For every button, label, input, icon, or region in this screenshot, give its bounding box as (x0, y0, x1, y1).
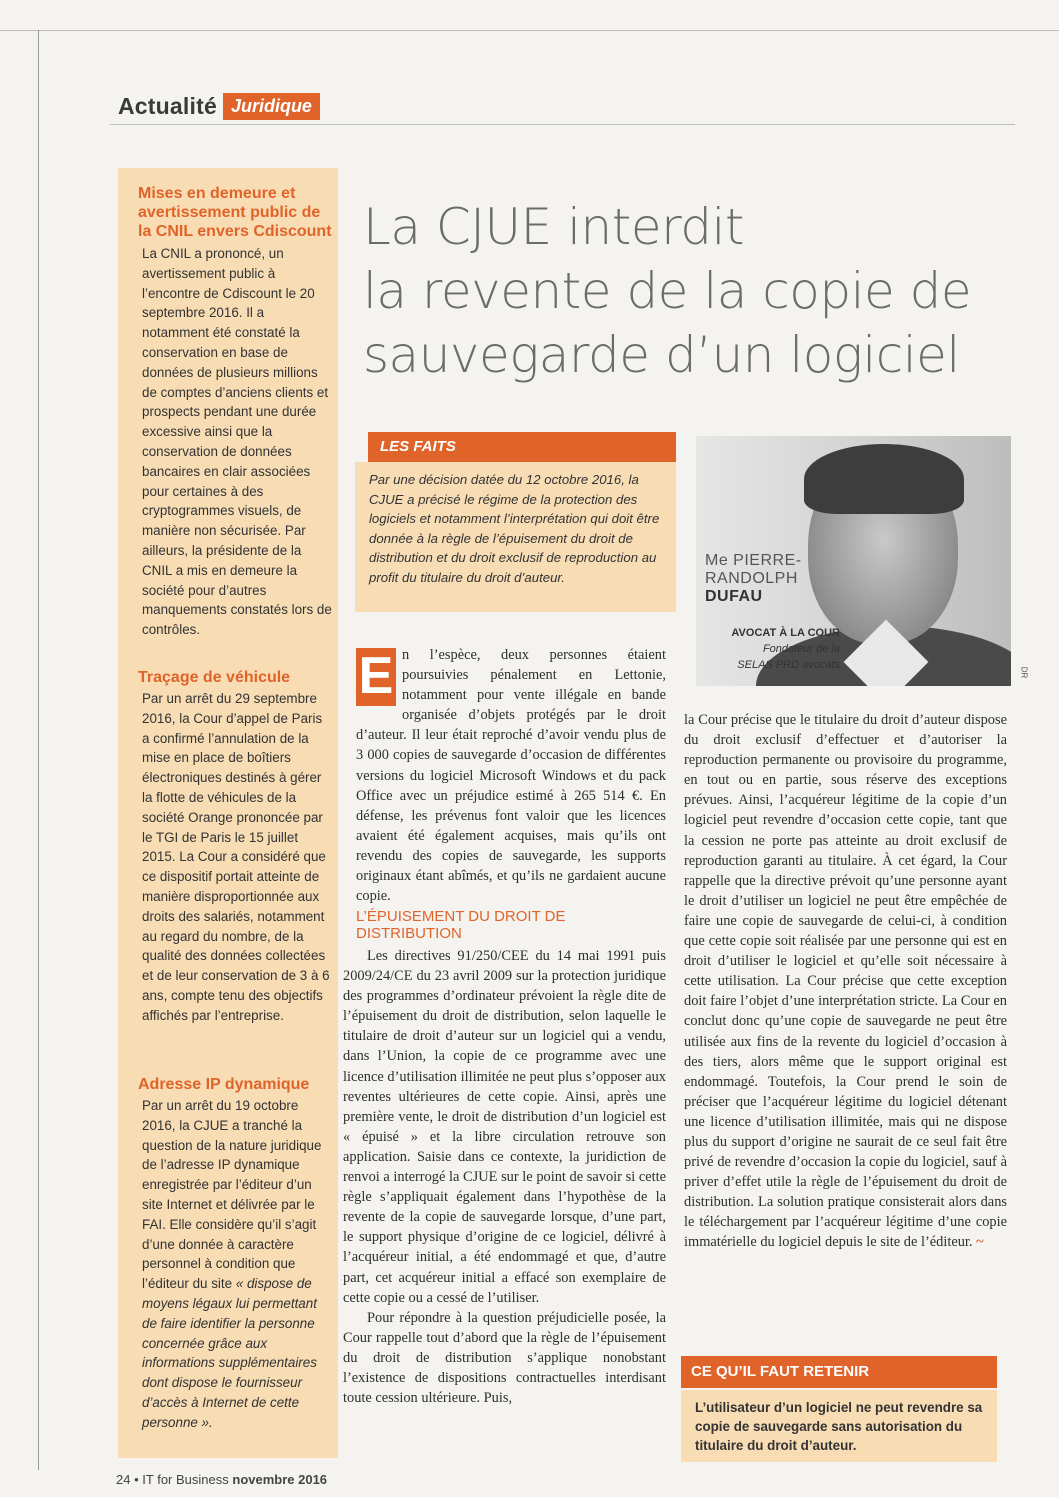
sidebar-item-quote: « dispose de moyens légaux lui permettant de faire identifier la personne concernée grâce aux informations supplémentaires dont dispose le fournisseur d’accès à Internet de cette personne ». (142, 1276, 317, 1430)
facts-summary: Par une décision datée du 12 octobre 2016, la CJUE a précisé le régime de la protection des logiciels et notamment l’interprétation qui doit être donnée à la règle de l’épuisement du droit de distribution et du droit exclusif de reproduction au profit du titulaire du droit d’auteur. (355, 462, 676, 612)
subheading: L’ÉPUISEMENT DU DROIT DE DISTRIBUTION (356, 908, 566, 942)
paragraph: Pour répondre à la question préjudicielle posée, la Cour rappelle tout d’abord que la règle de l’épuisement du droit de distribution s’applique nonobstant l’existence de dispositions contractuelles interdisant toute cession ultérieure. Puis, (343, 1309, 666, 1407)
key-takeaway-text: L’utilisateur d’un logiciel ne peut revendre sa copie de sauvegarde sans autorisation du titulaire du droit d’auteur. (681, 1390, 997, 1462)
author-role (700, 625, 840, 673)
sidebar-item-title: Traçage de véhicule (138, 669, 291, 686)
sidebar-item-text (118, 1096, 338, 1433)
title-line: la revente de la copie de (363, 262, 972, 320)
section-header (118, 90, 320, 122)
page-number: 24 (116, 1472, 131, 1487)
paragraph (684, 710, 1007, 1253)
author-last-name: DUFAU (705, 588, 763, 605)
photo-credit: DR (1019, 666, 1029, 679)
author-first-name-2: RANDOLPH (705, 570, 798, 587)
article-column-2 (684, 710, 1007, 1253)
sidebar-item-cnil (118, 184, 338, 640)
sidebar-item-text: La CNIL a prononcé, un avertissement public à l’encontre de Cdiscount le 20 septembre 2016. Il a notamment été constaté la conservation en base de données de plusieurs millions de comptes d’anciens clients et prospects pendant une durée excessive ainsi que la conservation de données bancaires en clair associées pour certaines à des cryptogrammes visuels, de manière non sécurisée. Par ailleurs, la présidente de la CNIL a mis en demeure la société pour d’autres manquements constatés lors de contrôles. (142, 246, 332, 638)
section-label: Actualité (118, 92, 217, 119)
end-mark: ~ (976, 1234, 984, 1251)
sidebar-item-tracage (118, 668, 338, 1026)
paragraph: Les directives 91/250/CEE du 14 mai 1991 puis 2009/24/CE du 23 avril 2009 sur la protection juridique des programmes d’ordinateur prévoient la règle dite de l’épuisement du droit de distribution, selon laquelle le titulaire de droit d’auteur sur un logiciel qui a vendu, dans l’Union, la copie de ce programme avec une licence d’utilisation illimitée ne peut plus s’opposer aux reventes ultérieures de cette copie. Ainsi, après une première vente, le droit de distribution d’un logiciel est « épuisé » et la libre circulation retrouve son application. Saisie dans ce contexte, la juridiction de renvoi a interrogé la CJUE sur le point de savoir si cette règle s’appliquait également dans l’hypothèse de la revente de la copie de sauvegarde lorsque, d’une part, le support physique d’origine de ce logiciel, délivré à l’acquéreur initial, a été endommagé et que, d’autre part, cet acquéreur initial a effacé son exemplaire de cette copie ou a cessé de l’utiliser. (343, 948, 666, 1306)
paragraph: n l’espèce, deux personnes étaient poursuivies pénalement en Lettonie, notamment pour vente illégale en bande organisée d’objets protégés par le droit d’auteur. Il leur était reproché d’avoir vendu plus de 3 000 copies de sauvegarde d’occasion de différentes versions du logiciel Microsoft Windows et du pack Office avec un préjudice estimé à 265 514 €. En défense, les prévenus font valoir que les licences avaient été également acquises, mais qu’ils ont revendu des copies de sauvegarde, les supports originaux étant abîmés, et qu’ils ne gardaient aucune copie. (356, 647, 666, 905)
magazine-name: IT for Business (142, 1472, 229, 1487)
sidebar-item-text: Par un arrêt du 29 septembre 2016, la Cour d’appel de Paris a confirmé l’annulation de la mise en place de boîtiers électroniques destinés à gérer la flotte de véhicules de la société Orange prononcée par le TGI de Paris le 15 juillet 2015. La Cour a considéré que ce dispositif portait atteinte de manière disproportionnée aux droits des salariés, notamment au regard du nombre, de la qualité des données collectées et de leur conservation de 3 à 6 ans, compte tenu des objectifs affichés par l’entreprise. (142, 691, 330, 1023)
article-column-1 (356, 645, 666, 906)
article-column-1-cont (343, 946, 666, 1408)
sidebar-item-text-main: Par un arrêt du 19 octobre 2016, la CJUE a tranché la question de la nature juridique de l’adresse IP dynamique enregistrée par l’éditeur d’un site Internet et délivrée par le FAI. Elle considère qu’il s’agit d’une donnée à caractère personnel à condition que l’éditeur du site (142, 1098, 322, 1292)
title-line: sauvegarde d’un logiciel (363, 326, 960, 384)
sidebar-item-title: Adresse IP dynamique (138, 1076, 310, 1093)
facts-heading: LES FAITS (368, 432, 676, 462)
author-role-line: Fondateur de la (762, 643, 840, 655)
title-line: La CJUE interdit (363, 198, 744, 256)
paragraph-text: la Cour précise que le titulaire du droit d’auteur dispose du droit exclusif d’effectuer et d’autoriser la reproduction permanente ou provisoire du programme, en tout ou en partie, sous réserve des exceptions prévues. Ainsi, l’acquéreur légitime de la copie d’un logiciel peut revendre d’occasion cette copie, tant que la cession ne porte pas atteinte au droit exclusif de reproduction garanti au titulaire. À cet égard, la Cour rappelle que la directive prévoit qu’une personne ayant le droit d’utiliser un logiciel ne peut être empêchée de faire une copie de sauvegarde de celui-ci, à condition que cette copie soit réalisée par une personne qui est en droit d’utiliser le logiciel et qu’elle soit nécessaire à cette utilisation. La Cour précise que cette exception doit faire l’objet d’une interprétation stricte. La Cour en conclut donc qu’une copie de sauvegarde ne peut être utilisée aux fins de la revente du logiciel d’occasion à des tiers, alors même que le support original est endommagé. Toutefois, la Cour prend le soin de préciser que l’acquéreur légitime du logiciel détenant une licence d’utilisation illimitée, mais qui ne dispose plus du support d’origine ne saurait de ce seul fait être privé de revendre d’occasion la copie du logiciel, sauf à priver d’effet utile la règle de l’épuisement du droit de distribution. La solution pratique consisterait alors dans le téléchargement par l’acquéreur légitime d’une copie immatérielle du logiciel depuis le site de l’éditeur. (684, 712, 1007, 1251)
author-first-name: Me PIERRE- (705, 552, 802, 569)
header-divider (110, 124, 1015, 125)
sidebar-item-title: Mises en demeure et avertissement public de la CNIL envers Cdiscount (138, 185, 332, 240)
key-takeaway-heading: CE QU’IL FAUT RETENIR (681, 1356, 997, 1388)
footer-separator: • (134, 1472, 139, 1487)
drop-cap: E (356, 648, 396, 706)
author-firm: SELAS PRD avocats (737, 659, 840, 671)
scan-edge-left (38, 30, 39, 1470)
author-title: AVOCAT À LA COUR (731, 627, 840, 639)
article-title (363, 195, 1013, 387)
scan-edge-top (0, 30, 1059, 31)
news-sidebar (118, 168, 338, 1458)
section-tag: Juridique (223, 93, 320, 120)
sidebar-item-ip (118, 1075, 338, 1433)
page-footer (116, 1472, 327, 1487)
issue-date: novembre 2016 (232, 1472, 328, 1487)
author-caption (705, 552, 802, 606)
